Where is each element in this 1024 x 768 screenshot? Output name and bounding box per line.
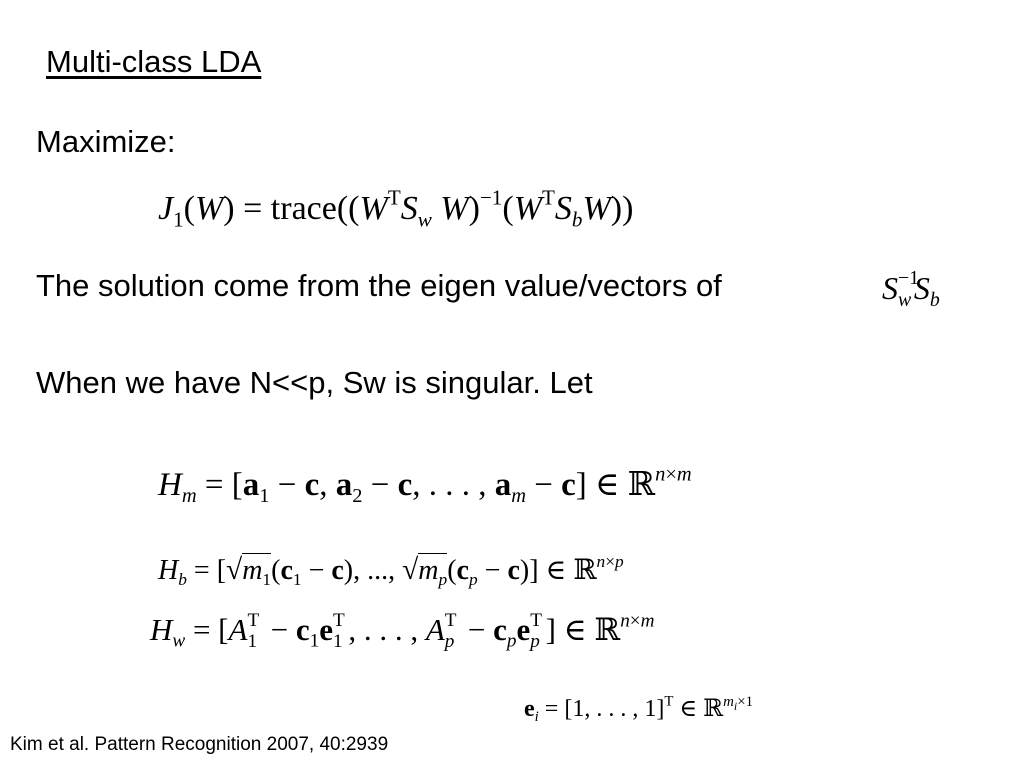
solution-text: The solution come from the eigen value/vectors of (36, 268, 722, 303)
slide-title: Multi-class LDA (46, 44, 262, 79)
sw-inverse-sb-expression: S −1 w $S_b$ (882, 266, 940, 311)
hw-equation: $H_w = [A$ T 1 − $c_1e$ T 1 , . . . , A T p − $c_pe$ T p ] ∈ ℝ$^{n\times m}$ (150, 609, 655, 652)
ei-equation: $e_i = [1$, . . . , 1]$^T$ ∈ ℝ$^{m_i\times 1}$ (524, 693, 754, 726)
hb-equation: $H_b = [√m_1(c_1 - c)$, ..., $√m_p(c_p - c)$] ∈ ℝ$^{n\times p}$ (158, 551, 624, 590)
hm-equation: $H_m = [a_1 - c$, $a_2 - c$, . . . , $a_m - c$] ∈ ℝ$^{n\times m}$ (158, 463, 692, 508)
objective-equation: $J_1(W)$ = $trace((W^TS_w$ $W)^{-1}(W^TS_bW)$) (158, 185, 634, 232)
singular-text: When we have N<<p, Sw is singular. Let (36, 365, 593, 400)
maximize-label: Maximize: (36, 124, 176, 159)
citation: Kim et al. Pattern Recognition 2007, 40:2939 (10, 734, 389, 755)
